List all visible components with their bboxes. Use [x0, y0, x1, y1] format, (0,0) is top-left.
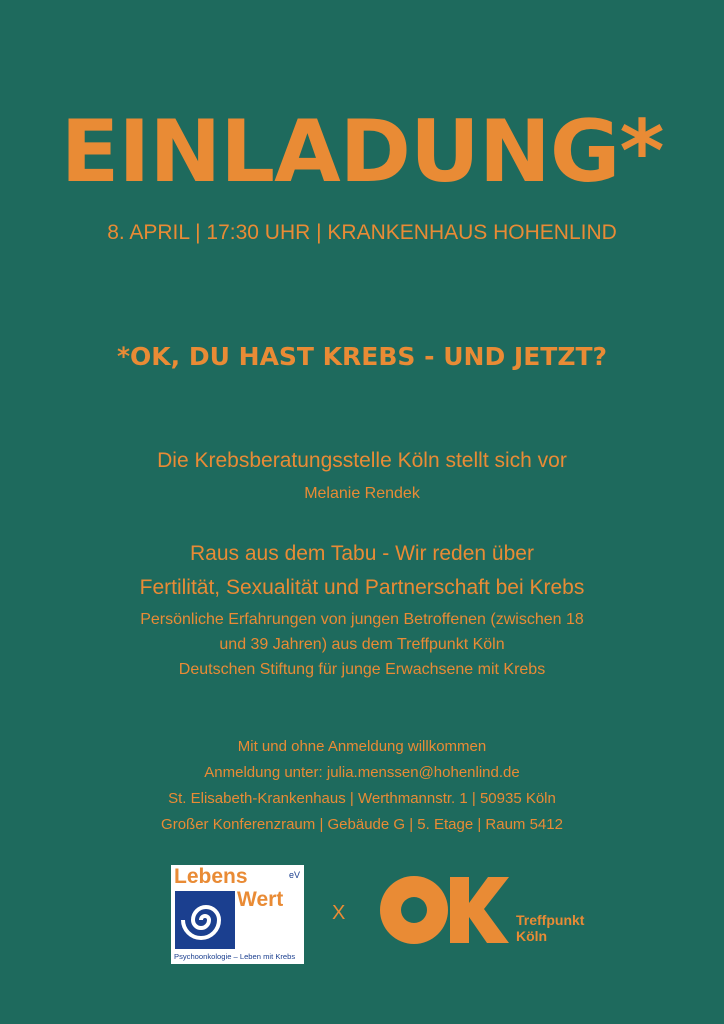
treffpunkt-koeln-label	[516, 912, 584, 944]
lebenswert-caption: Psychoonkologie – Leben mit Krebs	[174, 952, 296, 961]
address: St. Elisabeth-Krankenhaus | Werthmannstr. 1 | 50935 Köln	[168, 790, 556, 807]
page-title: EINLADUNG*	[60, 102, 664, 202]
event-details: 8. APRIL | 17:30 UHR | KRANKENHAUS HOHENLIND	[107, 221, 617, 244]
talk2-desc-line1: Persönliche Erfahrungen von jungen Betroffenen (zwischen 18	[140, 611, 584, 628]
talk1-speaker: Melanie Rendek	[304, 485, 420, 502]
room-info: Großer Konferenzraum | Gebäude G | 5. Etage | Raum 5412	[161, 816, 563, 833]
lebenswert-logo-line2: Wert	[237, 888, 284, 911]
talk2-title-line2: Fertilität, Sexualität und Partnerschaft bei Krebs	[139, 576, 585, 599]
lebenswert-ev: eV	[289, 870, 301, 880]
talk2-desc-line2: und 39 Jahren) aus dem Treffpunkt Köln	[219, 636, 505, 653]
talk2-title-line1: Raus aus dem Tabu - Wir reden über	[190, 542, 534, 565]
tagline: *OK, DU HAST KREBS - UND JETZT?	[116, 342, 608, 371]
lebenswert-logo-line1: Lebens	[174, 865, 248, 888]
lebenswert-logo	[171, 865, 304, 964]
ok-logo	[380, 875, 510, 945]
treffpunkt-line1: Treffpunkt	[516, 912, 585, 928]
registration-email: Anmeldung unter: julia.menssen@hohenlind.de	[204, 764, 520, 781]
talk1-title: Die Krebsberatungsstelle Köln stellt sich vor	[157, 449, 567, 472]
registration-note: Mit und ohne Anmeldung willkommen	[237, 738, 487, 755]
separator-x: X	[332, 902, 346, 924]
spiral-icon	[175, 891, 235, 949]
treffpunkt-line2: Köln	[516, 928, 548, 944]
talk2-description	[0, 607, 724, 682]
event-info	[0, 734, 724, 838]
talk2-desc-line3: Deutschen Stiftung für junge Erwachsene mit Krebs	[178, 661, 546, 678]
